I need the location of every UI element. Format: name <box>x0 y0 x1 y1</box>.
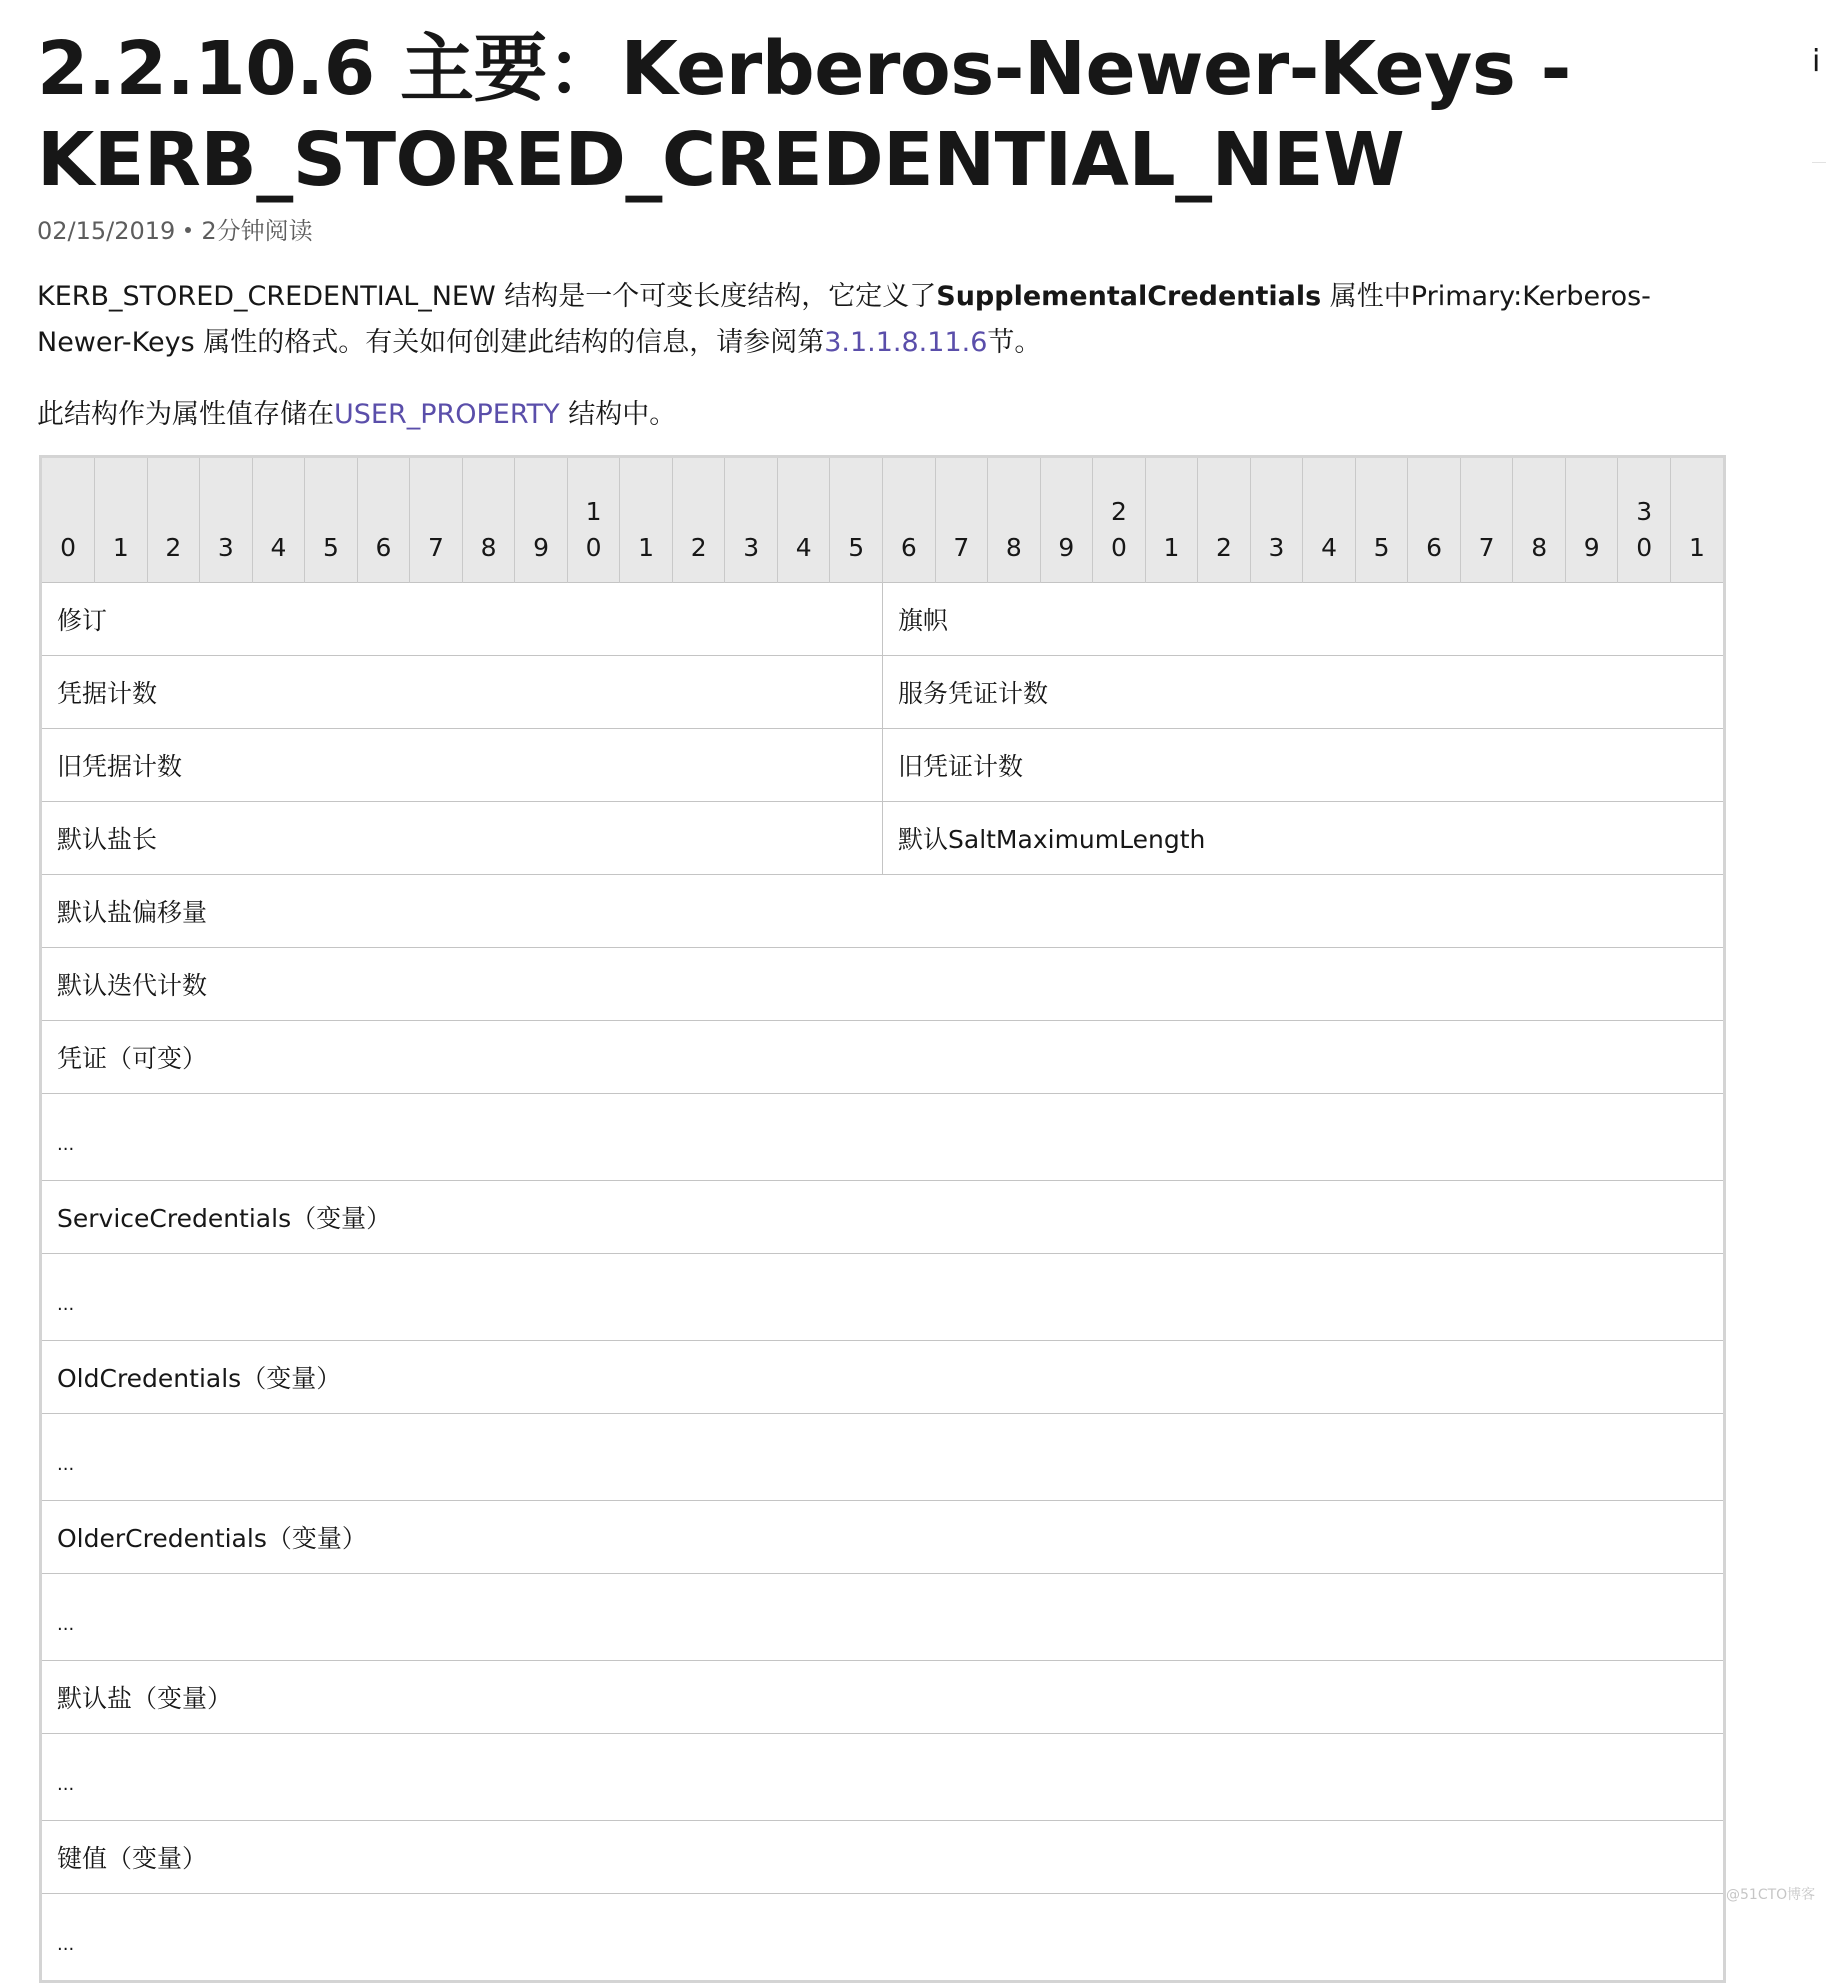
bit-tens-digit <box>936 494 988 530</box>
intro-text-b: 属性中Primary:Kerberos-Newer-Keys 属性的格式。有关如何创建此结构的信息，请参阅第 <box>37 281 1651 358</box>
bit-header-cell <box>42 458 95 583</box>
bit-header-cell <box>95 458 148 583</box>
bit-tens-digit <box>410 494 462 530</box>
field-cell-left: 凭据计数 <box>42 656 883 729</box>
bit-header-cell <box>988 458 1041 583</box>
field-cell: 凭证（可变） <box>42 1021 1723 1094</box>
bit-tens-digit: 2 <box>1110 497 1127 526</box>
article-meta <box>37 214 1737 248</box>
bit-header-cell <box>305 458 358 583</box>
bit-ones-digit: 8 <box>1531 533 1548 562</box>
bit-tens-digit <box>620 494 672 530</box>
bit-header-cell <box>1355 458 1408 583</box>
bit-ones-digit: 0 <box>585 533 602 562</box>
bit-tens-digit <box>1513 494 1565 530</box>
bit-header-cell <box>1513 458 1566 583</box>
bit-ones-digit: 8 <box>1005 533 1022 562</box>
table-row <box>42 583 1723 656</box>
table-row <box>42 948 1723 1021</box>
bit-tens-digit: 1 <box>585 497 602 526</box>
table-row <box>42 1341 1723 1414</box>
bit-ones-digit: 2 <box>1216 533 1232 562</box>
bit-header-cell <box>777 458 830 583</box>
bit-header-cell <box>357 458 410 583</box>
section-link[interactable]: 3.1.1.8.11.6 <box>824 327 988 358</box>
bit-tens-digit <box>1408 494 1460 530</box>
bit-tens-digit <box>95 494 147 530</box>
bit-ones-digit: 6 <box>900 533 917 562</box>
bit-tens-digit <box>1303 494 1355 530</box>
bit-ones-digit: 6 <box>375 533 392 562</box>
bit-header-cell <box>1618 458 1671 583</box>
bit-tens-digit <box>253 494 305 530</box>
field-cell-left: 旧凭据计数 <box>42 729 883 802</box>
bit-header-cell <box>1040 458 1093 583</box>
table-row <box>42 1574 1723 1661</box>
bit-tens-digit <box>1251 494 1303 530</box>
bit-ones-digit: 5 <box>322 533 339 562</box>
bit-header-cell <box>462 458 515 583</box>
field-cell: OlderCredentials（变量） <box>42 1501 1723 1574</box>
intro-paragraph <box>37 274 1697 366</box>
field-cell: 默认迭代计数 <box>42 948 1723 1021</box>
bit-header-row <box>42 458 1723 583</box>
bit-ones-digit: 3 <box>1268 533 1285 562</box>
bit-tens-digit <box>830 494 882 530</box>
table-row <box>42 1021 1723 1094</box>
read-time: 2分钟阅读 <box>201 217 313 245</box>
bit-header-cell <box>1145 458 1198 583</box>
field-cell: ... <box>42 1414 1723 1501</box>
bit-tens-digit <box>1146 494 1198 530</box>
field-cell-left: 修订 <box>42 583 883 656</box>
bit-tens-digit <box>200 494 252 530</box>
bit-ones-digit: 1 <box>112 533 129 562</box>
table-row <box>42 1661 1723 1734</box>
bit-header-cell <box>1565 458 1618 583</box>
bit-ones-digit: 4 <box>270 533 287 562</box>
field-cell-left: 默认盐长 <box>42 802 883 875</box>
field-cell-right: 旧凭证计数 <box>883 729 1724 802</box>
bit-header-cell <box>252 458 305 583</box>
bit-header-cell <box>567 458 620 583</box>
bit-ones-digit: 3 <box>217 533 234 562</box>
watermark: @51CTO博客 <box>1726 1887 1816 1903</box>
table-row <box>42 656 1723 729</box>
field-cell-right: 默认SaltMaximumLength <box>883 802 1724 875</box>
structure-table-wrapper <box>39 455 1726 1983</box>
field-cell-right: 旗帜 <box>883 583 1724 656</box>
side-panel-glyph: i <box>1812 44 1821 79</box>
field-cell: ... <box>42 1254 1723 1341</box>
bit-ones-digit: 7 <box>428 533 444 562</box>
bit-header-cell <box>1460 458 1513 583</box>
page-title <box>37 0 1737 206</box>
bit-ones-digit: 0 <box>60 533 76 562</box>
bit-tens-digit <box>515 494 567 530</box>
bit-ones-digit: 7 <box>1478 533 1495 562</box>
bit-header-cell <box>935 458 988 583</box>
table-row <box>42 1734 1723 1821</box>
bit-tens-digit <box>1041 494 1093 530</box>
bit-header-cell <box>1198 458 1251 583</box>
bit-ones-digit: 7 <box>953 533 970 562</box>
field-cell: 默认盐偏移量 <box>42 875 1723 948</box>
storage-paragraph <box>37 392 1737 438</box>
bit-ones-digit: 9 <box>1583 533 1600 562</box>
table-row <box>42 1181 1723 1254</box>
bit-header-cell <box>1670 458 1723 583</box>
bit-tens-digit <box>1198 494 1250 530</box>
bit-tens-digit <box>358 494 410 530</box>
bit-tens-digit <box>778 494 830 530</box>
field-cell: 键值（变量） <box>42 1821 1723 1894</box>
side-divider <box>1812 162 1826 163</box>
bit-header-cell <box>1408 458 1461 583</box>
page-title-line1: 2.2.10.6 主要：Kerberos-Newer-Keys - <box>37 26 1571 112</box>
bit-ones-digit: 4 <box>795 533 812 562</box>
bit-header-cell <box>200 458 253 583</box>
table-row <box>42 1501 1723 1574</box>
table-row <box>42 1894 1723 1981</box>
bit-header-cell <box>830 458 883 583</box>
bit-tens-digit <box>725 494 777 530</box>
bit-ones-digit: 1 <box>1689 533 1705 562</box>
bit-tens-digit: 3 <box>1636 497 1653 526</box>
table-row <box>42 875 1723 948</box>
bit-header-cell <box>1250 458 1303 583</box>
bit-ones-digit: 1 <box>1163 533 1180 562</box>
bit-ones-digit: 2 <box>165 533 182 562</box>
intro-text-c: 节。 <box>987 327 1042 358</box>
field-cell: ServiceCredentials（变量） <box>42 1181 1723 1254</box>
bit-tens-digit <box>148 494 200 530</box>
bit-ones-digit: 8 <box>480 533 497 562</box>
bit-ones-digit: 3 <box>743 533 760 562</box>
bit-tens-digit <box>305 494 357 530</box>
field-cell: ... <box>42 1094 1723 1181</box>
table-row <box>42 729 1723 802</box>
bit-tens-digit <box>988 494 1040 530</box>
separator-dot <box>185 227 191 233</box>
bit-header-cell <box>410 458 463 583</box>
table-row <box>42 1414 1723 1501</box>
field-cell-right: 服务凭证计数 <box>883 656 1724 729</box>
field-cell: OldCredentials（变量） <box>42 1341 1723 1414</box>
table-row <box>42 1254 1723 1341</box>
field-cell: 默认盐（变量） <box>42 1661 1723 1734</box>
bit-ones-digit: 0 <box>1636 533 1653 562</box>
bit-tens-digit <box>463 494 515 530</box>
page-title-line2: KERB_STORED_CREDENTIAL_NEW <box>37 117 1405 203</box>
bit-header-cell <box>620 458 673 583</box>
bit-tens-digit <box>883 494 935 530</box>
user-property-link[interactable]: USER_PROPERTY <box>334 399 560 430</box>
bit-ones-digit: 6 <box>1426 533 1443 562</box>
bit-ones-digit: 9 <box>1058 533 1075 562</box>
bit-header-cell <box>147 458 200 583</box>
intro-bold-term: SupplementalCredentials <box>936 281 1322 312</box>
structure-table-body <box>42 583 1723 1981</box>
table-row <box>42 802 1723 875</box>
bit-tens-digit <box>1461 494 1513 530</box>
storage-text-a: 此结构作为属性值存储在 <box>37 399 334 430</box>
bit-ones-digit: 5 <box>1373 533 1390 562</box>
intro-text-a: KERB_STORED_CREDENTIAL_NEW 结构是一个可变长度结构，它定义了 <box>37 281 937 312</box>
bit-header-cell <box>672 458 725 583</box>
bit-tens-digit <box>673 494 725 530</box>
article-date: 02/15/2019 <box>37 217 176 245</box>
structure-table <box>42 458 1723 1980</box>
article <box>37 0 1737 438</box>
bit-ones-digit: 5 <box>848 533 865 562</box>
field-cell: ... <box>42 1894 1723 1981</box>
bit-ones-digit: 1 <box>638 533 655 562</box>
bit-tens-digit <box>1356 494 1408 530</box>
bit-ones-digit: 2 <box>690 533 707 562</box>
bit-header-cell <box>883 458 936 583</box>
bit-tens-digit <box>1566 494 1618 530</box>
bit-tens-digit <box>1671 494 1723 530</box>
bit-ones-digit: 0 <box>1110 533 1127 562</box>
bit-ones-digit: 9 <box>533 533 549 562</box>
bit-tens-digit <box>42 494 94 530</box>
storage-text-b: 结构中。 <box>559 399 677 430</box>
table-row <box>42 1094 1723 1181</box>
table-row <box>42 1821 1723 1894</box>
bit-header-cell <box>725 458 778 583</box>
bit-header-cell <box>1093 458 1146 583</box>
field-cell: ... <box>42 1574 1723 1661</box>
bit-header-cell <box>515 458 568 583</box>
bit-header-cell <box>1303 458 1356 583</box>
bit-ones-digit: 4 <box>1321 533 1337 562</box>
field-cell: ... <box>42 1734 1723 1821</box>
